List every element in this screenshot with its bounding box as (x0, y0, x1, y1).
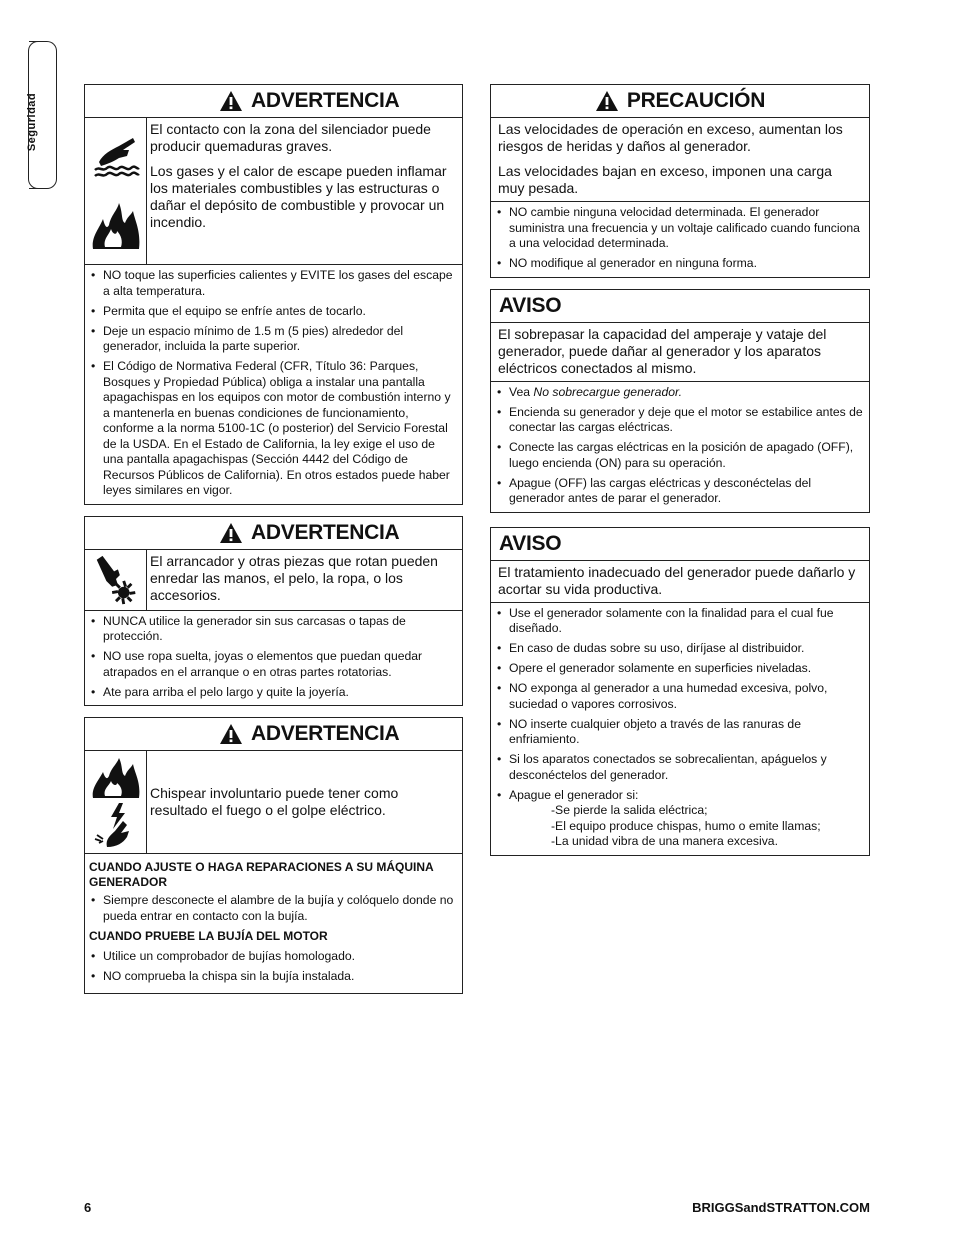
warning-box-muffler (84, 84, 463, 505)
hazard-row (85, 550, 462, 611)
list-item: • Utilice un comprobador de bujías homologado. (89, 949, 458, 965)
list-item: • NO cambie ninguna velocidad determinada. El generador suministra una frecuencia y un voltaje calificado cuando funciona a una velocidad determinada. (495, 205, 865, 252)
list-item: • Opere el generador solamente en superficies niveladas. (495, 661, 865, 677)
hazard-icons (85, 751, 147, 853)
fire-icon (89, 756, 143, 800)
electric-shock-icon (93, 801, 139, 849)
intro-text: El tratamiento inadecuado del generador puede dañarlo y acortar su vida productiva. (491, 561, 869, 603)
warning-triangle-icon (219, 90, 243, 112)
notice-box-handling (490, 527, 870, 856)
hot-surface-hand-icon (89, 132, 143, 182)
hazard-row (85, 118, 462, 265)
list-item: • NO comprueba la chispa sin la bujía instalada. (89, 969, 458, 985)
box-title: PRECAUCIÓN (491, 85, 869, 118)
list-item: • NO use ropa suelta, joyas o elementos que puedan quedar atrapados en el arranque o en otras partes rotatorias. (89, 649, 458, 680)
section-tab (26, 41, 57, 189)
list-item: • Permita que el equipo se enfríe antes de tocarlo. (89, 304, 458, 320)
list-item: • NO inserte cualquier objeto a través de las ranuras de enfriamiento. (495, 717, 865, 748)
list-item: • Vea No sobrecargue generador. (495, 385, 865, 401)
notice-box-overload (490, 289, 870, 513)
entanglement-hand-icon (92, 554, 140, 606)
section-tab-label: Seguridad (26, 92, 38, 152)
list-item: • Apague el generador si: -Se pierde la salida eléctrica; -El equipo produce chispas, humo o emite llamas; -La unidad vibra de una manera excesiva. (495, 788, 865, 850)
warning-triangle-icon (219, 522, 243, 544)
box-title: ADVERTENCIA (85, 718, 462, 751)
bullet-list (85, 891, 462, 926)
sub-heading: CUANDO PRUEBE LA BUJÍA DEL MOTOR (89, 929, 328, 943)
box-title: ADVERTENCIA (85, 517, 462, 550)
warning-triangle-icon (219, 723, 243, 745)
warning-box-sparking (84, 717, 463, 994)
intro-text: El sobrepasar la capacidad del amperaje y vataje del generador, puede dañar al generador y los aparatos eléctricos conectados al mismo. (491, 323, 869, 382)
right-column (490, 84, 870, 867)
website-link[interactable]: BRIGGSandSTRATTON.COM (692, 1200, 870, 1215)
list-item: • NO exponga al generador a una humedad excesiva, polvo, suciedad o vapores corrosivos. (495, 681, 865, 712)
left-column (84, 84, 463, 1005)
list-item: • Deje un espacio mínimo de 1.5 m (5 pies) alrededor del generador, incluida la parte superior. (89, 324, 458, 355)
bullet-list (85, 265, 462, 504)
list-item: • Apague (OFF) las cargas eléctricas y desconéctelas del generador antes de parar el generador. (495, 476, 865, 507)
list-item: • NUNCA utilice la generador sin sus carcasas o tapas de protección. (89, 614, 458, 645)
list-item: • Ate para arriba el pelo largo y quite la joyería. (89, 685, 458, 701)
list-item: • Encienda su generador y deje que el motor se estabilice antes de conectar las cargas eléctricas. (495, 405, 865, 436)
list-item: • Use el generador solamente con la finalidad para el cual fue diseñado. (495, 606, 865, 637)
intro-text: Las velocidades de operación en exceso, aumentan los riesgos de heridas y daños al generador. Las velocidades bajan en exceso, imponen una carga muy pesada. (491, 118, 869, 202)
list-item: • NO toque las superficies calientes y EVITE los gases del escape a alta temperatura. (89, 268, 458, 299)
box-title: AVISO (491, 290, 869, 323)
list-item: • NO modifique al generador en ninguna forma. (495, 256, 865, 272)
hazard-row (85, 751, 462, 854)
hazard-text: El contacto con la zona del silenciador puede producir quemaduras graves. Los gases y el calor de escape pueden inflamar los materiales combustibles y las estructuras o dañar el depósito de combustible y provocar un incendio. (150, 121, 447, 230)
bullet-list (85, 945, 462, 993)
warning-triangle-icon (595, 90, 619, 112)
page-number: 6 (84, 1200, 92, 1215)
bullet-list (85, 611, 462, 706)
bullet-list (491, 603, 869, 855)
hazard-icons (85, 118, 147, 264)
bullet-list (491, 202, 869, 277)
fire-icon (89, 201, 143, 251)
hazard-text: Chispear involuntario puede tener como resultado el fuego o el golpe eléctrico. (150, 784, 399, 818)
list-item: • Conecte las cargas eléctricas en la posición de apagado (OFF), luego encienda (ON) para su operación. (495, 440, 865, 471)
list-item: • Si los aparatos conectados se sobrecalientan, apáguelos y desconéctelos del generador. (495, 752, 865, 783)
box-title: AVISO (491, 528, 869, 561)
box-title: ADVERTENCIA (85, 85, 462, 118)
list-item: • En caso de dudas sobre su uso, diríjase al distribuidor. (495, 641, 865, 657)
list-item: • El Código de Normativa Federal (CFR, Título 36: Parques, Bosques y Propiedad Pública) obliga a instalar una pantalla apagachispas en los equipos con motor de combustión interno y a mantenerla en buenas condiciones de funcionamiento, conforme a la norma 5100-1C (o posterior) del Servicio Forestal de la USDA. En el Estado de California, la ley exige el uso de una pantalla apagachispas (Sección 4442 del Código de Recursos Públicos de California). En otros estados puede haber leyes similares en vigor. (89, 359, 458, 499)
warning-box-rotating-parts (84, 516, 463, 707)
sub-heading: CUANDO AJUSTE O HAGA REPARACIONES A SU MÁQUINA GENERADOR (89, 860, 434, 889)
caution-box-speed (490, 84, 870, 278)
list-item: • Siempre desconecte el alambre de la bujía y colóquelo donde no pueda entrar en contacto con la bujía. (89, 893, 458, 924)
hazard-text: El arrancador y otras piezas que rotan pueden enredar las manos, el pelo, la ropa, o los accesorios. (150, 552, 438, 603)
bullet-list (491, 382, 869, 512)
hazard-icons (85, 550, 147, 610)
